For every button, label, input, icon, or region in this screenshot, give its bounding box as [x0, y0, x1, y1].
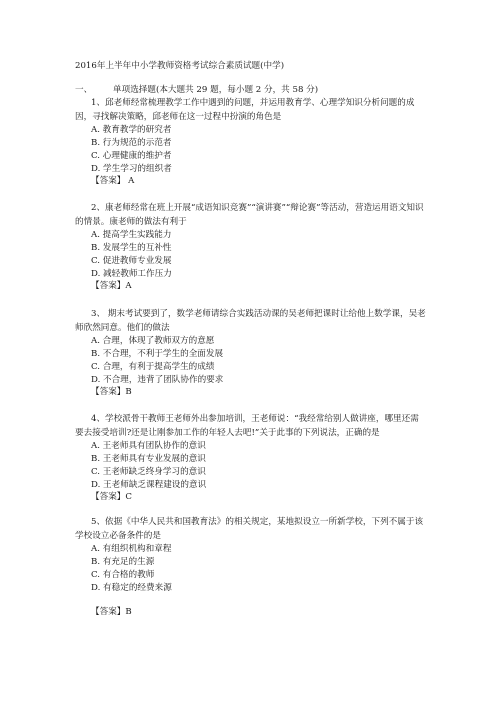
- option-d: D. 王老师缺乏课程建设的意识: [91, 479, 207, 490]
- answer-line: 【答案】C: [91, 492, 132, 503]
- section-heading: [75, 84, 318, 96]
- option-c: C. 王老师缺乏终身学习的意识: [91, 466, 206, 477]
- question-1: [75, 96, 427, 188]
- question-stem: 5、依据《中华人民共和国教育法》的相关规定，某地拟设立一所新学校，下列不属于该学校设立必备条件的是: [75, 517, 424, 542]
- answer-line: 【答案】B: [91, 607, 132, 618]
- answer-line: 【答案】B: [91, 387, 132, 398]
- section-number: 一、: [75, 85, 93, 95]
- question-3: [75, 307, 427, 399]
- option-c: C. 有合格的教师: [91, 569, 155, 580]
- question-stem: 4、学校派骨干教师王老师外出参加培训，王老师说：“我经常给别人做讲座，哪里还需要去接受培训?还是让刚参加工作的年轻人去吧!”关于此事的下列说法，正确的是: [75, 414, 419, 439]
- option-c: C. 促进教师专业发展: [91, 255, 172, 266]
- option-d: D. 减轻教师工作压力: [91, 268, 172, 279]
- option-b: B. 王老师具有专业发展的意识: [91, 454, 206, 465]
- option-c: C. 心理健康的维护者: [91, 150, 172, 161]
- option-d: D. 学生学习的组织者: [91, 163, 172, 174]
- answer-line: 【答案】A: [91, 281, 132, 292]
- answer-line: 【答案】 A: [91, 176, 135, 187]
- option-d: D. 不合理，违背了团队协作的要求: [91, 374, 224, 385]
- option-b: B. 发展学生的互补性: [91, 243, 172, 254]
- question-4: [75, 412, 427, 504]
- question-stem: 3、 期末考试要到了，数学老师请综合实践活动课的吴老师把课时让给他上数学课，吴老师欣然同意。他们的做法: [75, 309, 426, 334]
- document-title: 2016年上半年中小学教师资格考试综合素质试题(中学): [75, 61, 285, 71]
- option-b: B. 有充足的生源: [91, 557, 155, 568]
- option-a: A. 提高学生实践能力: [91, 230, 172, 241]
- option-a: A. 教育教学的研究者: [91, 125, 172, 136]
- section-text: 单项选择题(本大题共 29 题，每小题 2 分，共 58 分): [113, 85, 319, 95]
- question-2: [75, 201, 427, 293]
- question-stem: 1、邱老师经常梳理教学工作中遇到的问题，并运用教育学、心理学知识分析问题的成因，寻找解决策略，邱老师在这一过程中扮演的角色是: [75, 98, 415, 123]
- option-a: A. 有组织机构和章程: [91, 544, 172, 555]
- option-d: D. 有稳定的经费来源: [91, 582, 172, 593]
- option-a: A. 合理，体现了教师双方的意愿: [91, 336, 215, 347]
- option-a: A. 王老师具有团队协作的意识: [91, 441, 206, 452]
- question-5: [75, 515, 427, 619]
- question-stem: 2、康老师经常在班上开展“成语知识竞赛”“演讲赛”“辩论赛”等活动，营造运用语文知识的情景。康老师的做法有利于: [75, 203, 424, 228]
- option-b: B. 行为规范的示范者: [91, 138, 172, 149]
- option-c: C. 合理，有利于提高学生的成绩: [91, 361, 215, 372]
- option-b: B. 不合理，不利于学生的全面发展: [91, 349, 224, 360]
